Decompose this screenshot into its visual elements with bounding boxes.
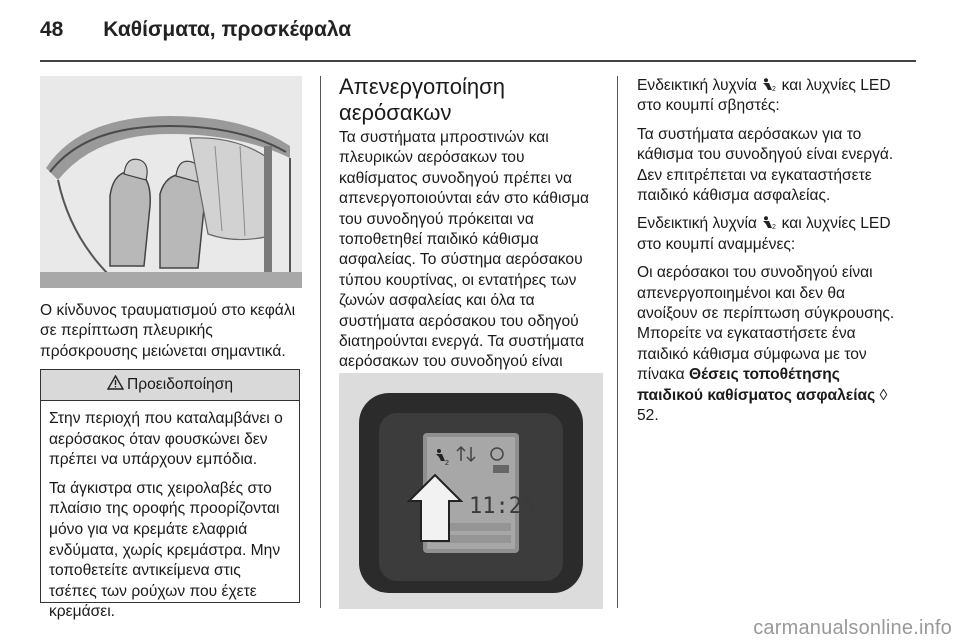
- watermark: carmanualsonline.info: [753, 617, 952, 639]
- page-header: [40, 18, 351, 42]
- child-seat-table-link[interactable]: Θέσεις τοποθέτησης παιδικού καθίσματος ασφαλείας: [637, 366, 876, 404]
- page-number: 48: [40, 18, 64, 41]
- warning-header: [41, 370, 299, 401]
- page-title: Καθίσματα, προσκέφαλα: [103, 18, 352, 41]
- page-reference-icon: ◊: [879, 386, 888, 404]
- right-paragraph-3: Ενδεικτική λυχνία 2 και λυχνίες LED στο κουμπί αναμμένες:: [637, 215, 891, 253]
- airbag-off-indicator-icon: [761, 216, 777, 230]
- warning-title: Προειδοποίηση: [127, 376, 233, 393]
- display-time: 11:25: [469, 494, 536, 519]
- page-reference[interactable]: 52.: [637, 407, 659, 425]
- middle-paragraph: Τα συστήματα μπροστινών και πλευρικών αερόσακων του καθίσματος συνοδηγού πρέπει να απενεργοποιούνται εάν στο κάθισμα του συνοδηγού πρόκειται να τοποθετηθεί παιδικό κάθισμα ασφαλείας. Το σύστημα αερόσακου τύπου κουρτίνας, οι εντατήρες των ζωνών ασφαλείας και όλα τα συστήματα αερόσακου του οδηγού διατηρούνται ενεργά. Τα συστήματα αερόσακων του συνοδηγού είναι: [339, 129, 590, 371]
- header-rule: [40, 60, 916, 62]
- right-paragraph-2: Τα συστήματα αερόσακων για το κάθισμα του συνοδηγού είναι ενεργά. Δεν επιτρέπεται να εγκαταστήσετε παιδικό κάθισμα ασφαλείας.: [637, 125, 894, 205]
- column-divider-right: [617, 76, 618, 608]
- curtain-airbag-illustration: [40, 76, 302, 288]
- column-divider-left: [320, 76, 321, 608]
- warning-box: [40, 369, 300, 621]
- svg-text:2: 2: [772, 86, 777, 92]
- right-paragraph-4: Οι αερόσακοι του συνοδηγού είναι απενεργοποιημένοι και δεν θα ανοίξουν σε περίπτωση σύγκρουσης. Μπορείτε να εγκαταστήσετε ένα παιδικό κάθισμα σύμφωνα με τον πίνακα Θέσεις τοποθέτησης παιδικού καθίσματος ασφαλείας ◊ 52.: [637, 264, 895, 425]
- right-column: [637, 76, 907, 435]
- airbag-off-indicator-icon: [761, 78, 777, 92]
- illustration-caption: [40, 301, 304, 370]
- airbag-off-display-illustration: [339, 373, 603, 609]
- caption-text: Ο κίνδυνος τραυματισμού στο κεφάλι σε περίπτωση πλευρικής πρόσκρουσης μειώνεται σημαντικά.: [40, 302, 296, 360]
- warning-body: [41, 401, 299, 623]
- svg-text:2: 2: [772, 224, 777, 231]
- section-heading: Απενεργοποίηση αερόσακων: [339, 74, 505, 125]
- warning-paragraph-1: Στην περιοχή που καταλαμβάνει ο αερόσακος όταν φουσκώνει δεν πρέπει να υπάρχουν εμπόδια.: [49, 410, 283, 469]
- warning-paragraph-2: Τα άγκιστρα στις χειρολαβές στο πλαίσιο της οροφής προορίζονται μόνο για να κρεμάτε ελαφριά ενδύματα, χωρίς κρεμάστρα. Μην τοποθετείτε αντικείμενα στις τσέπες των ρούχων που έχετε κρεμάσει.: [49, 479, 281, 621]
- warning-triangle-icon: [107, 375, 124, 395]
- svg-text:2: 2: [445, 460, 449, 467]
- right-paragraph-1: Ενδεικτική λυχνία 2 και λυχνίες LED στο κουμπί σβηστές:: [637, 77, 891, 115]
